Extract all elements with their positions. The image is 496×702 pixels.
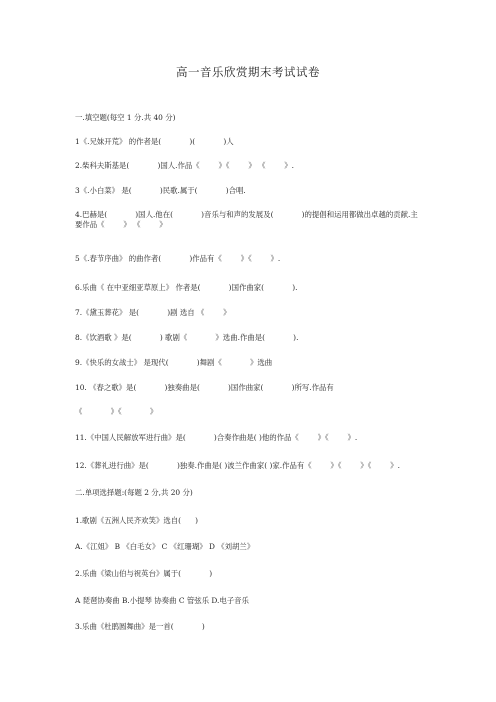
question-line: 10. 《春之歌》是( )独奏曲是( )国作曲家( )所写.作品有 — [75, 383, 334, 392]
question-line: 3《.小白菜》 是( )民歌.属于( )合唱. — [75, 186, 246, 195]
question-line: 1《.兄妹开荒》 的作者是( )( )人 — [75, 137, 234, 146]
question-line: 2.柴科夫斯基是( )国人.作品《 》《 》 《 》. — [75, 161, 294, 170]
exam-title: 高一音乐欣赏期末考试试卷 — [176, 65, 320, 79]
question-line: 6.乐曲《 在中亚细亚草原上》 作者是( )国作曲家( ). — [75, 283, 298, 292]
question-line: 8.《饮酒歌 》是( ) 歌剧《 》选曲.作曲是( ). — [75, 333, 299, 342]
answer-options-line: A.《江姐》 B 《白毛女》 C 《红珊瑚》 D 《刘胡兰》 — [75, 542, 255, 551]
question-line: 12.《葬礼进行曲》是( )独奏.作曲是( )波兰作曲家( )家.作品有《 》《 》《 》. — [75, 461, 400, 470]
question-line: 1.歌剧《五洲人民齐欢笑》选自( ) — [75, 516, 198, 525]
question-line: 2.乐曲《梁山伯与祝英台》属于( ) — [75, 569, 213, 578]
question-line: 5《.春节序曲》 的曲作者( )作品有《 》《 》. — [75, 254, 281, 263]
section-heading-single-choice: 二.单项选择题:(每题 2 分,共 20 分) — [75, 488, 193, 497]
question-line: 9.《快乐的女战士》 是现代( )舞剧《 》选曲 — [75, 358, 273, 367]
question-line: 3.乐曲《杜鹃圆舞曲》是一首( ) — [75, 622, 205, 631]
answer-options-line: A 琵琶协奏曲 B.小提琴 协奏曲 C 管弦乐 D.电子音乐 — [75, 596, 249, 605]
section-heading-fill-blank: 一.填空题(每空 1 分.共 40 分) — [75, 113, 176, 122]
question-line: 7.《黛玉葬花》 是( )剧 选自 《 》 — [75, 308, 231, 317]
question-line: 《 》《 》 — [75, 407, 158, 416]
question-line: 11.《中国人民解放军进行曲》是( )合奏作曲是( )他的作品《 》《 》. — [75, 433, 358, 442]
question-line: 4.巴赫是( )国人.他在( )音乐与和声的发展及( )的提倡和运用都做出卓越的贡献.主要作品《 》 《 》 — [75, 210, 418, 229]
